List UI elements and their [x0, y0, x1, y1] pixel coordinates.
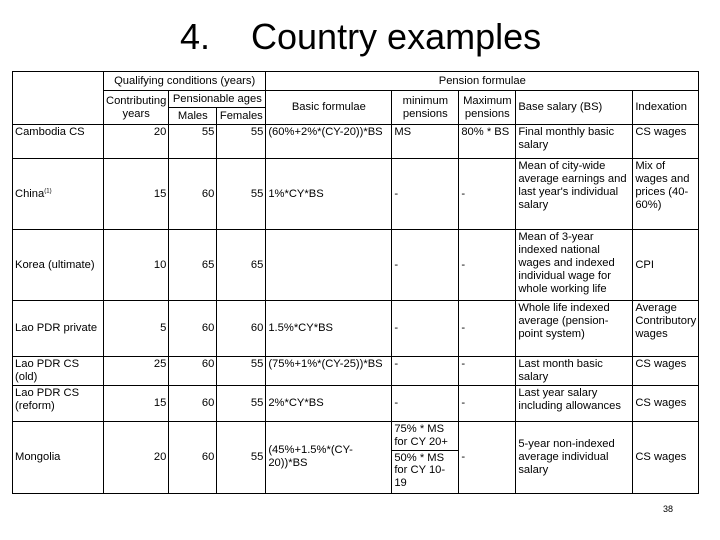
males-age-cell: 60	[169, 421, 217, 493]
females-age-cell: 60	[217, 301, 266, 357]
header-qualifying: Qualifying conditions (years)	[104, 72, 266, 91]
slide-title	[0, 14, 720, 64]
table-row	[13, 301, 699, 357]
min-pension-cell: -	[392, 385, 459, 421]
header-indexation: Indexation	[633, 91, 699, 125]
females-age-cell: 55	[217, 385, 266, 421]
indexation-cell: Mix of wages and prices (40-60%)	[633, 159, 699, 230]
formula-cell	[266, 230, 392, 301]
indexation-cell: CS wages	[633, 385, 699, 421]
years-cell: 25	[104, 357, 169, 386]
min-pension-upper: 75% * MS for CY 20+	[392, 422, 458, 451]
base-salary-cell: Final monthly basic salary	[516, 125, 633, 159]
country-cell: Lao PDR private	[13, 301, 104, 357]
formula-cell: 2%*CY*BS	[266, 385, 392, 421]
max-pension-cell: -	[459, 301, 516, 357]
header-empty-cell	[13, 72, 104, 125]
min-pension-cell: -	[392, 301, 459, 357]
table-row	[13, 125, 699, 159]
page-number: 38	[663, 504, 674, 514]
max-pension-cell: 80% * BS	[459, 125, 516, 159]
males-age-cell: 65	[169, 230, 217, 301]
max-pension-cell: -	[459, 159, 516, 230]
country-cell: Cambodia CS	[13, 125, 104, 159]
min-pension-cell	[392, 421, 459, 493]
country-cell: Mongolia	[13, 421, 104, 493]
header-base-salary: Base salary (BS)	[516, 91, 633, 125]
header-maximum-pensions: Maximum pensions	[459, 91, 516, 125]
table-row	[13, 230, 699, 301]
min-pension-lower: 50% * MS for CY 10-19	[394, 451, 446, 490]
base-salary-cell: Mean of city-wide average earnings and last year's individual salary	[516, 159, 633, 230]
min-pension-cell: -	[392, 159, 459, 230]
males-age-cell: 60	[169, 357, 217, 386]
formula-cell: (45%+1.5%*(CY-20))*BS	[266, 421, 392, 493]
max-pension-cell: -	[459, 357, 516, 386]
years-cell: 5	[104, 301, 169, 357]
base-salary-cell: Last year salary including allowances	[516, 385, 633, 421]
max-pension-cell: -	[459, 385, 516, 421]
header-contributing-years: Contributing years	[104, 91, 169, 125]
formula-cell: 1%*CY*BS	[266, 159, 392, 230]
table-row	[13, 421, 699, 493]
header-pensionable-ages: Pensionable ages	[169, 91, 266, 108]
males-age-cell: 60	[169, 385, 217, 421]
min-pension-cell: -	[392, 357, 459, 386]
header-males: Males	[169, 108, 217, 125]
country-cell	[13, 159, 104, 230]
country-name: China	[15, 187, 45, 200]
years-cell: 15	[104, 159, 169, 230]
formula-cell: (75%+1%*(CY-25))*BS	[266, 357, 392, 386]
years-cell: 20	[104, 421, 169, 493]
country-cell: Lao PDR CS (old)	[13, 357, 104, 386]
females-age-cell: 55	[217, 357, 266, 386]
footnote-marker: (1)	[44, 187, 52, 194]
header-females: Females	[217, 108, 266, 125]
males-age-cell: 60	[169, 301, 217, 357]
indexation-cell: CS wages	[633, 421, 699, 493]
indexation-cell: CS wages	[633, 357, 699, 386]
country-cell: Korea (ultimate)	[13, 230, 104, 301]
country-cell: Lao PDR CS (reform)	[13, 385, 104, 421]
country-examples-table	[12, 71, 699, 494]
males-age-cell: 60	[169, 159, 217, 230]
years-cell: 10	[104, 230, 169, 301]
years-cell: 20	[104, 125, 169, 159]
formula-cell: 1.5%*CY*BS	[266, 301, 392, 357]
females-age-cell: 65	[217, 230, 266, 301]
max-pension-cell: -	[459, 230, 516, 301]
title-text: Country examples	[251, 16, 542, 57]
indexation-cell: CPI	[633, 230, 699, 301]
min-pension-cell: MS	[392, 125, 459, 159]
base-salary-cell: Whole life indexed average (pension-point system)	[516, 301, 633, 357]
header-pension-formulae: Pension formulae	[266, 72, 699, 91]
formula-cell: (60%+2%*(CY-20))*BS	[266, 125, 392, 159]
females-age-cell: 55	[217, 421, 266, 493]
females-age-cell: 55	[217, 159, 266, 230]
table-row	[13, 385, 699, 421]
title-number: 4.	[180, 16, 211, 57]
max-pension-cell: -	[459, 421, 516, 493]
header-basic-formulae: Basic formulae	[266, 91, 392, 125]
min-pension-cell: -	[392, 230, 459, 301]
males-age-cell: 55	[169, 125, 217, 159]
indexation-cell: Average Contributory wages	[633, 301, 699, 357]
base-salary-cell: 5-year non-indexed average individual salary	[516, 421, 633, 493]
indexation-cell: CS wages	[633, 125, 699, 159]
base-salary-cell: Mean of 3-year indexed national wages and indexed individual wage for whole working life	[516, 230, 633, 301]
females-age-cell: 55	[217, 125, 266, 159]
table-row	[13, 159, 699, 230]
table-row	[13, 357, 699, 386]
years-cell: 15	[104, 385, 169, 421]
base-salary-cell: Last month basic salary	[516, 357, 633, 386]
header-minimum-pensions: minimum pensions	[392, 91, 459, 125]
